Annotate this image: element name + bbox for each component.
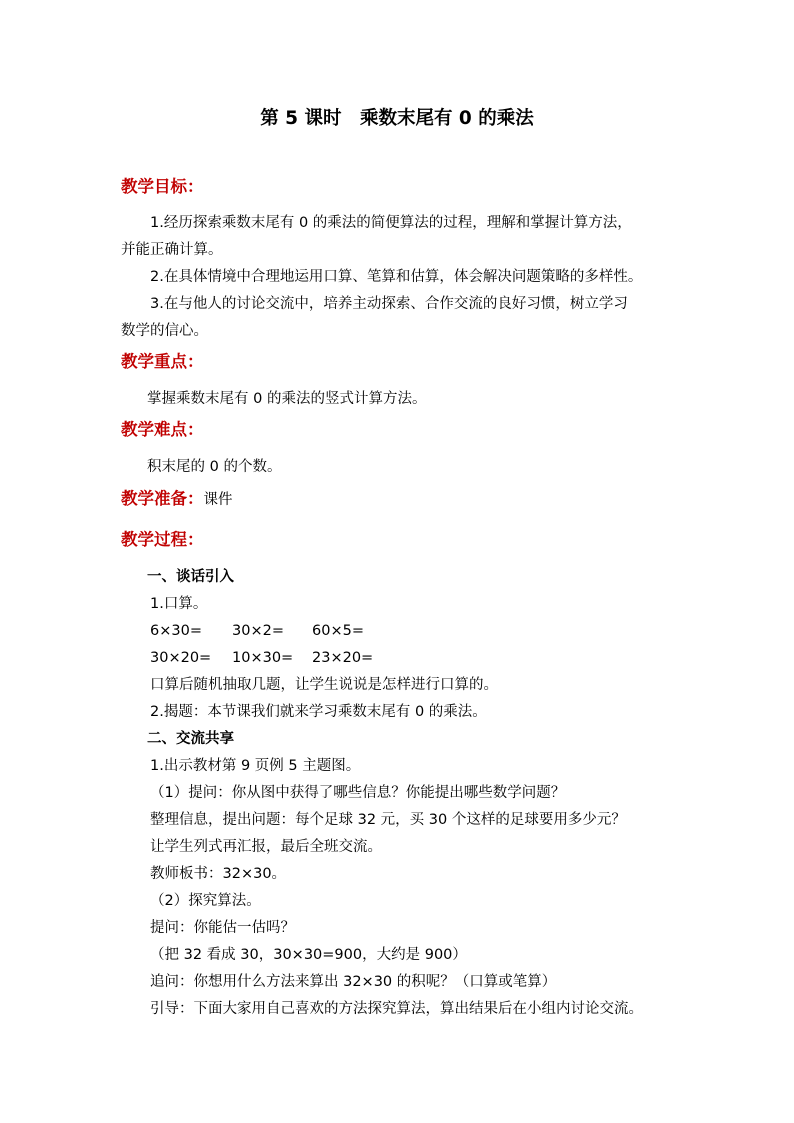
- objective-3-line-2: 数学的信心。: [121, 323, 208, 339]
- section-2-report: 让学生列式再汇报，最后全班交流。: [150, 839, 382, 855]
- key-points-text: 掌握乘数末尾有 0 的乘法的竖式计算方法。: [147, 391, 427, 407]
- section-2-question-1: （1）提问：你从图中获得了哪些信息？你能提出哪些数学问题？: [150, 785, 566, 801]
- section-2-board: 教师板书：32×30。: [150, 866, 287, 882]
- calc-item: 30×20=: [150, 650, 212, 666]
- preparation-row: [121, 488, 233, 511]
- calc-item: 23×20=: [312, 650, 374, 666]
- page-title: 第 5 课时 乘数末尾有 0 的乘法: [260, 108, 534, 129]
- calc-item: 30×2=: [232, 623, 284, 639]
- difficulties-heading: 教学难点：: [121, 420, 204, 439]
- calc-item: 60×5=: [312, 623, 364, 639]
- section-1-note: 口算后随机抽取几题，让学生说说是怎样进行口算的。: [150, 677, 498, 693]
- key-points-heading: 教学重点：: [121, 352, 204, 371]
- section-2-estimate: （把 32 看成 30，30×30=900，大约是 900）: [150, 947, 467, 963]
- process-heading: 教学过程：: [121, 530, 204, 549]
- section-2-title: 二、交流共享: [147, 731, 234, 747]
- section-2-followup: 追问：你想用什么方法来算出 32×30 的积呢？（口算或笔算）: [150, 974, 557, 990]
- section-1-item-2: 2.揭题：本节课我们就来学习乘数末尾有 0 的乘法。: [150, 704, 487, 720]
- preparation-text: 课件: [203, 492, 233, 508]
- calc-item: 6×30=: [150, 623, 202, 639]
- objective-2: 2.在具体情境中合理地运用口算、笔算和估算，体会解决问题策略的多样性。: [150, 269, 643, 285]
- objective-1-line-2: 并能正确计算。: [121, 242, 223, 258]
- section-1-item-1: 1.口算。: [150, 596, 208, 612]
- section-2-item-1: 1.出示教材第 9 页例 5 主题图。: [150, 758, 361, 774]
- section-2-guide: 引导：下面大家用自己喜欢的方法探究算法，算出结果后在小组内讨论交流。: [150, 1001, 643, 1017]
- objective-3-line-1: 3.在与他人的讨论交流中，培养主动探索、合作交流的良好习惯，树立学习: [150, 296, 628, 312]
- section-2-question-2: （2）探究算法。: [150, 893, 261, 909]
- objectives-heading: 教学目标：: [121, 177, 204, 196]
- difficulties-text: 积末尾的 0 的个数。: [147, 459, 282, 475]
- section-2-info: 整理信息，提出问题：每个足球 32 元，买 30 个这样的足球要用多少元？: [150, 812, 626, 828]
- objective-1-line-1: 1.经历探索乘数末尾有 0 的乘法的简便算法的过程，理解和掌握计算方法，: [150, 215, 632, 231]
- preparation-heading: 教学准备：: [121, 489, 204, 508]
- section-1-title: 一、谈话引入: [147, 569, 234, 585]
- section-2-ask: 提问：你能估一估吗？: [150, 920, 295, 936]
- calc-item: 10×30=: [232, 650, 294, 666]
